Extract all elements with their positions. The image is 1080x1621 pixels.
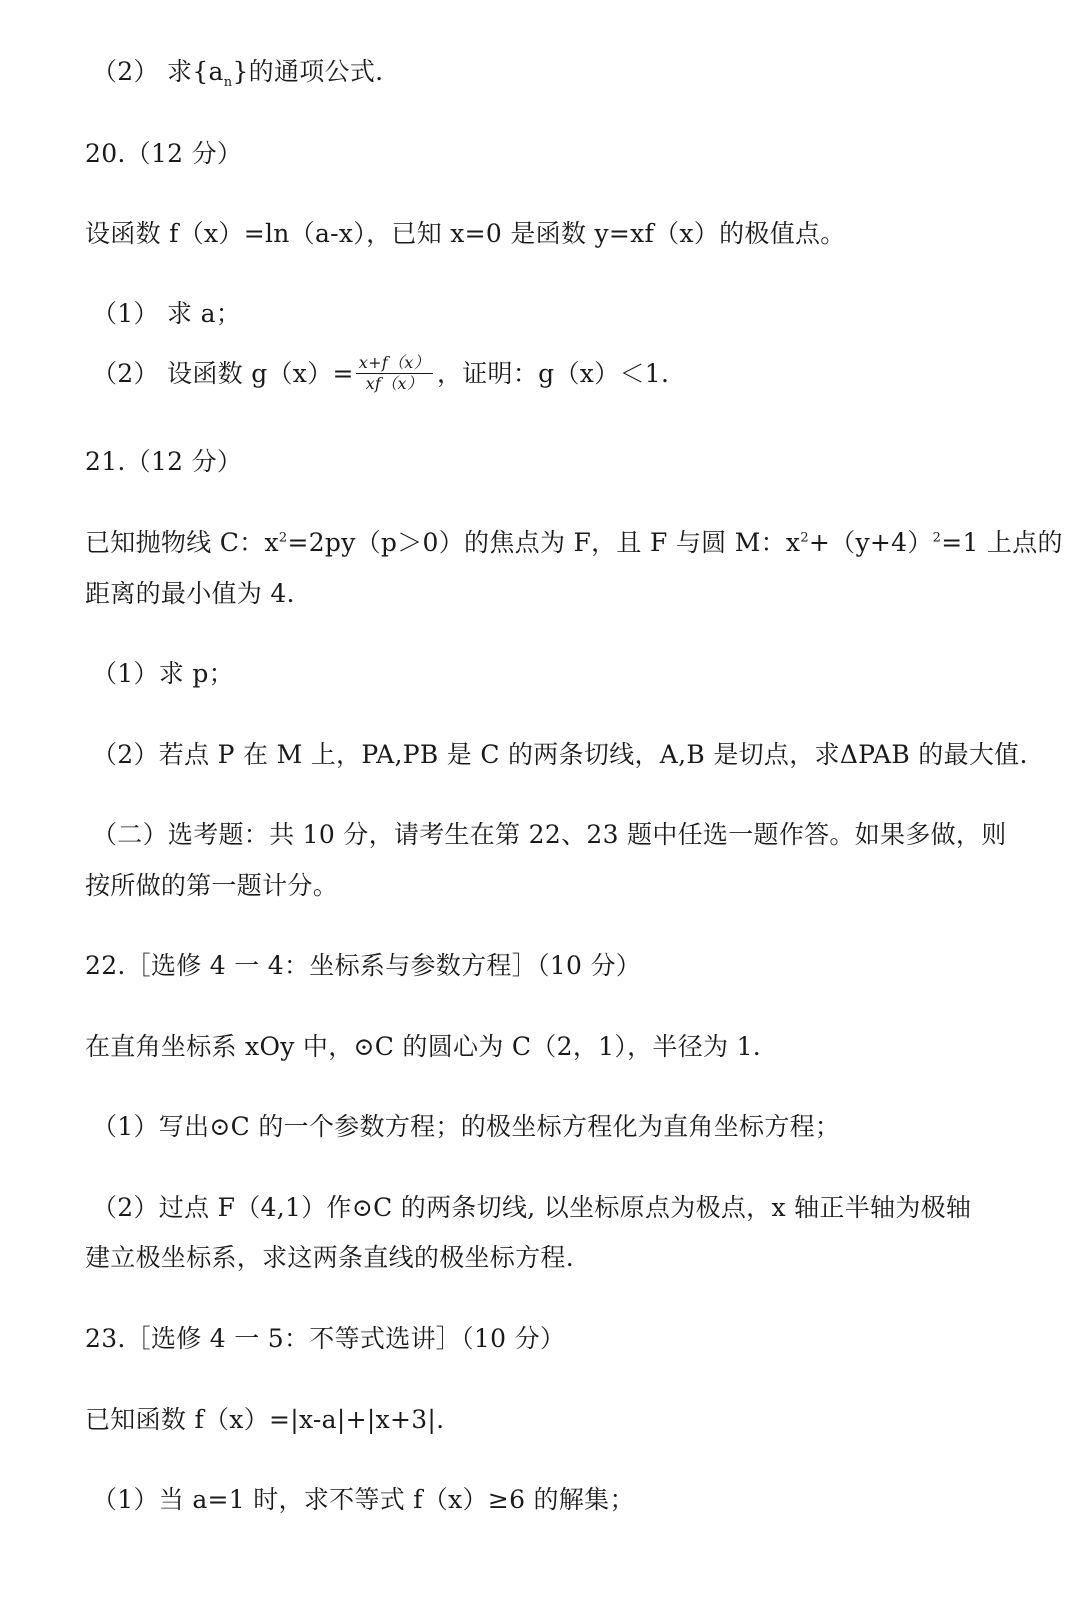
q21-stem-a: 已知抛物线 C：x xyxy=(85,528,279,557)
q21-sup-2: 2 xyxy=(800,530,809,546)
q22-heading: 22.［选修 4 一 4：坐标系与参数方程］（10 分） xyxy=(85,951,642,980)
q22-part2-line2: 建立极坐标系，求这两条直线的极坐标方程. xyxy=(85,1243,574,1272)
q23-part1: （1）当 a=1 时，求不等式 f（x）≥6 的解集； xyxy=(92,1485,635,1514)
q20-heading: 20.（12 分） xyxy=(85,139,243,168)
fraction-denominator: xf（x） xyxy=(365,374,424,393)
q23-heading: 23.［选修 4 一 5：不等式选讲］（10 分） xyxy=(85,1324,566,1353)
elective-intro-line2: 按所做的第一题计分。 xyxy=(85,871,339,900)
q20-fraction xyxy=(356,354,433,393)
q21-heading: 21.（12 分） xyxy=(85,447,243,476)
q19-part2-subscript: n xyxy=(223,75,233,90)
q21-part1: （1）求 p； xyxy=(92,659,234,688)
q20-part2 xyxy=(92,353,670,395)
q21-stem-b: =2py（p＞0）的焦点为 F，且 F 与圆 M：x xyxy=(287,528,801,557)
q22-part2-line1: （2）过点 F（4,1）作⊙C 的两条切线, 以坐标原点为极点，x 轴正半轴为极轴 xyxy=(92,1193,972,1222)
q20-part2-tail: ，证明：g（x）＜1. xyxy=(436,359,670,388)
q19-part2-text: （2） 求{a xyxy=(92,57,224,86)
fraction-numerator: x+f（x） xyxy=(356,354,433,374)
q20-stem: 设函数 f（x）=ln（a-x），已知 x=0 是函数 y=xf（x）的极值点。 xyxy=(85,219,846,248)
q22-stem: 在直角坐标系 xOy 中，⊙C 的圆心为 C（2，1），半径为 1. xyxy=(85,1032,762,1061)
q20-part1: （1） 求 a； xyxy=(92,299,242,328)
q21-part2: （2）若点 P 在 M 上，PA,PB 是 C 的两条切线，A,B 是切点，求ΔPAB 的最大值. xyxy=(92,740,1028,769)
q19-part2 xyxy=(92,56,383,88)
q19-part2-tail: }的通项公式. xyxy=(232,57,384,86)
q20-part2-lead: （2） 设函数 g（x）= xyxy=(92,359,354,388)
q21-stem-c: +（y+4） xyxy=(808,528,933,557)
q21-sup-1: 2 xyxy=(278,530,288,546)
q22-part1: （1）写出⊙C 的一个参数方程；的极坐标方程化为直角坐标方程； xyxy=(92,1112,841,1141)
elective-intro-line1: （二）选考题：共 10 分，请考生在第 22、23 题中任选一题作答。如果多做，则 xyxy=(92,820,1007,849)
q21-stem-line2: 距离的最小值为 4. xyxy=(85,579,295,608)
q21-stem-line1 xyxy=(85,527,1063,559)
q23-stem: 已知函数 f（x）=|x-a|+|x+3|. xyxy=(85,1405,445,1434)
q21-sup-3: 2 xyxy=(932,530,942,546)
q21-stem-d: =1 上点的 xyxy=(941,528,1063,557)
